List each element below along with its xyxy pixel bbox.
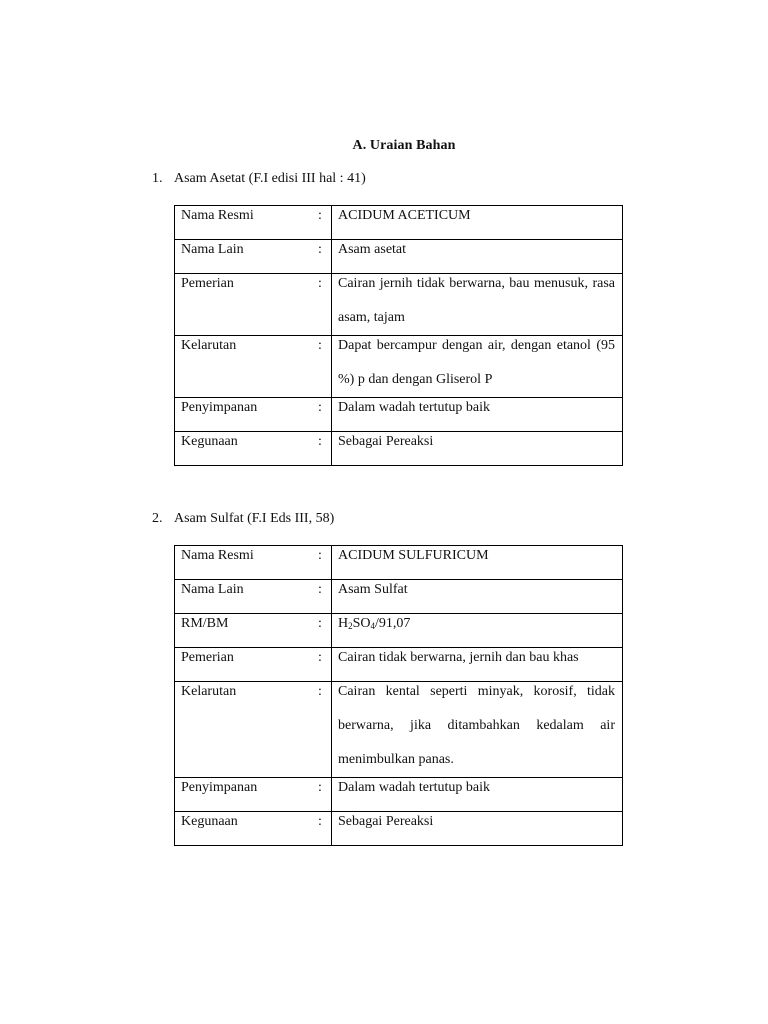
formula-part: H [338, 616, 349, 631]
section-title-asam-asetat [152, 171, 366, 187]
row-value: Dalam wadah tertutup baik [338, 780, 491, 795]
row-label: Kegunaan [181, 434, 238, 449]
row-colon: : [318, 242, 322, 257]
row-value: Asam Sulfat [338, 582, 408, 597]
row-colon: : [318, 814, 322, 829]
row-value: Dapat bercampur dengan air, dengan etanol (95 %) p dan dengan Gliserol P [338, 338, 615, 387]
row-value: Sebagai Pereaksi [338, 814, 434, 829]
row-label: Kelarutan [181, 684, 237, 699]
table-asam-asetat [174, 205, 623, 466]
formula-part: SO [352, 616, 371, 631]
row-value: Dalam wadah tertutup baik [338, 400, 491, 415]
row-value: Cairan kental seperti minyak, korosif, tidak berwarna, jika ditambahkan kedalam air menimbulkan panas. [338, 684, 615, 767]
row-value: Cairan tidak berwarna, jernih dan bau khas [338, 650, 579, 665]
row-label: Pemerian [181, 650, 234, 665]
row-colon: : [318, 400, 322, 415]
row-label: Nama Resmi [181, 548, 254, 563]
row-colon: : [318, 276, 322, 291]
table-row [175, 812, 623, 846]
formula-subscript: 4 [370, 621, 376, 631]
row-colon: : [318, 338, 322, 353]
page-heading: A. Uraian Bahan [352, 138, 456, 153]
row-colon: : [318, 548, 322, 563]
row-label: Kegunaan [181, 814, 238, 829]
table-row [175, 682, 623, 778]
row-colon: : [318, 780, 322, 795]
row-label: Pemerian [181, 276, 234, 291]
row-value: Cairan jernih tidak berwarna, bau menusuk, rasa asam, tajam [338, 276, 615, 325]
row-label: Nama Lain [181, 242, 244, 257]
row-colon: : [318, 434, 322, 449]
row-colon: : [318, 616, 322, 631]
row-label: Penyimpanan [181, 780, 258, 795]
table-row [175, 432, 623, 466]
row-colon: : [318, 684, 322, 699]
formula-part: /91,07 [375, 616, 411, 631]
row-value: ACIDUM ACETICUM [338, 208, 471, 223]
table-asam-sulfat [174, 545, 623, 846]
row-label: Kelarutan [181, 338, 237, 353]
row-colon: : [318, 650, 322, 665]
section-number: 1. [152, 171, 163, 186]
section-title-asam-sulfat [152, 511, 334, 527]
row-value: ACIDUM SULFURICUM [338, 548, 489, 563]
section-number: 2. [152, 511, 163, 526]
row-value: Sebagai Pereaksi [338, 434, 434, 449]
row-value: Asam asetat [338, 242, 407, 257]
row-colon: : [318, 208, 322, 223]
section-title-text: Asam Sulfat (F.I Eds III, 58) [174, 511, 335, 526]
row-value-formula [338, 605, 615, 641]
row-colon: : [318, 582, 322, 597]
section-title-text: Asam Asetat (F.I edisi III hal : 41) [174, 171, 366, 186]
row-label: Nama Resmi [181, 208, 254, 223]
row-label: RM/BM [181, 616, 229, 631]
formula-subscript: 2 [348, 621, 353, 631]
row-label: Penyimpanan [181, 400, 258, 415]
row-label: Nama Lain [181, 582, 244, 597]
